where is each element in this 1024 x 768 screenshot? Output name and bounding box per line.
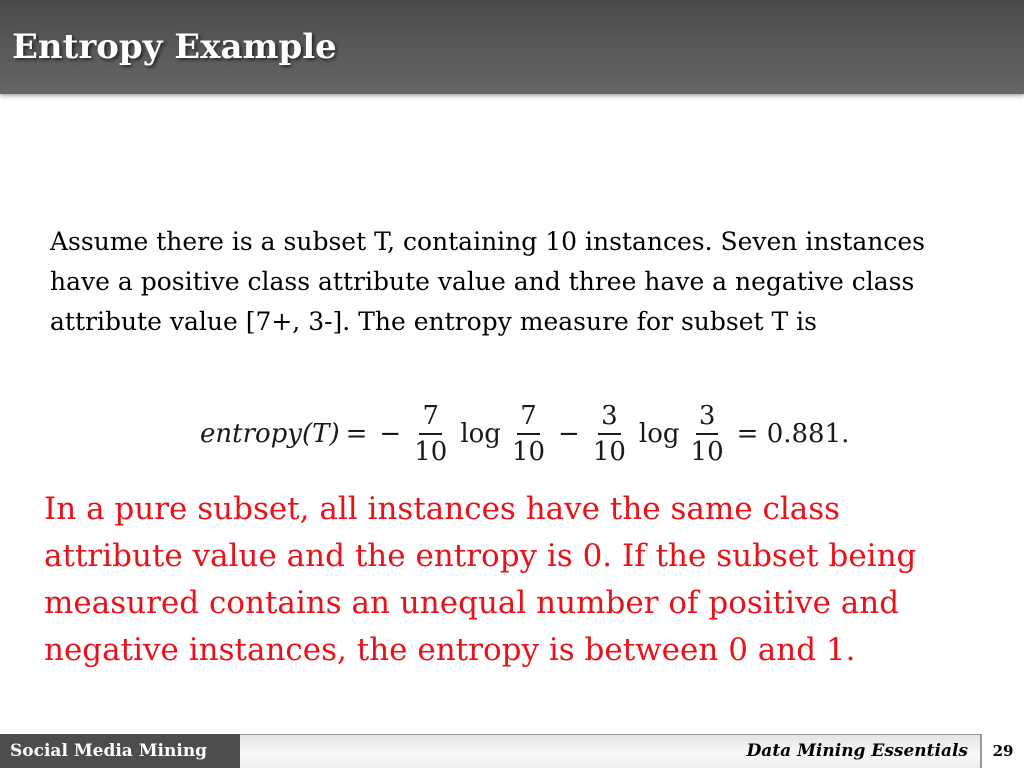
formula-equals: =	[345, 419, 368, 449]
formula-result: = 0.881.	[736, 419, 850, 449]
fraction-numerator: 7	[419, 399, 442, 435]
log-word-2: log	[638, 419, 680, 449]
fraction-neg-2	[688, 399, 727, 469]
formula-minus-2: −	[558, 419, 580, 449]
fraction-denominator: 10	[690, 437, 724, 467]
fraction-denominator: 10	[414, 437, 448, 467]
fraction-denominator: 10	[511, 437, 546, 467]
fraction-numerator: 3	[598, 399, 621, 435]
fraction-numerator: 3	[696, 399, 719, 435]
slide-title: Entropy Example	[12, 27, 337, 67]
fraction-neg-1	[590, 399, 629, 469]
fraction-pos-1	[411, 399, 450, 469]
footer-chapter-title: Data Mining Essentials	[240, 734, 982, 768]
fraction-pos-2	[509, 399, 548, 469]
formula-minus-1: −	[379, 419, 402, 449]
page-number: 29	[992, 742, 1014, 760]
footer-course-title: Social Media Mining	[0, 734, 240, 768]
fraction-denominator: 10	[592, 437, 626, 467]
pure-subset-note: In a pure subset, all instances have the same class attribute value and the entropy is 0. If the subset being measured contains an unequal number of positive and negative instances, the entropy is between 0 and 1.	[44, 491, 917, 668]
log-word-1: log	[460, 419, 501, 449]
title-bar	[0, 0, 1024, 94]
fraction-numerator: 7	[517, 399, 540, 435]
formula-lhs: entropy(T)	[200, 419, 340, 449]
intro-text: Assume there is a subset T, containing 10 instances. Seven instances have a positive class attribute value and three have a negative class attribute value [7+, 3-]. The entropy measure for subset T is	[50, 227, 925, 336]
entropy-formula	[200, 394, 855, 474]
